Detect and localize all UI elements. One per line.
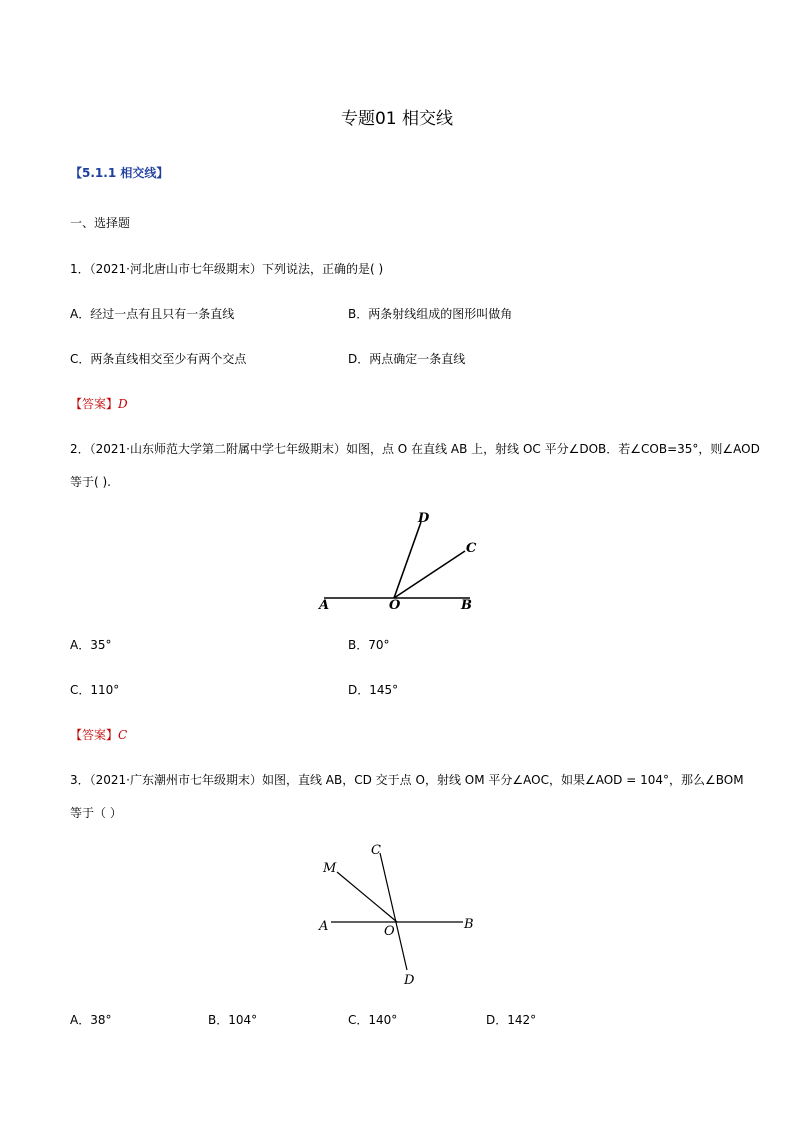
q2-ray-oc xyxy=(394,551,465,598)
q2-option-b: B．70° xyxy=(348,638,390,652)
q3-stem-line1: 3．（2021·广东潮州市七年级期末）如图，直线 AB，CD 交于点 O，射线 OM 平分∠AOC，如果∠AOD = 104°，那么∠BOM xyxy=(70,773,744,787)
q1-stem: 1．（2021·河北唐山市七年级期末）下列说法，正确的是( ) xyxy=(70,262,384,276)
q1-answer xyxy=(70,395,128,412)
q2-stem-line1: 2．（2021·山东师范大学第二附属中学七年级期末）如图，点 O 在直线 AB 上，射线 OC 平分∠DOB．若∠COB=35°，则∠AOD xyxy=(70,442,760,456)
q1-answer-label: 【答案】 xyxy=(70,397,119,411)
q2-ray-od xyxy=(394,522,421,598)
q2-option-a: A．35° xyxy=(70,638,112,652)
q1-option-c: C．两条直线相交至少有两个交点 xyxy=(70,352,247,366)
q1-answer-value: D xyxy=(118,397,128,411)
page-title: 专题01 相交线 xyxy=(340,109,454,129)
q1-option-b: B．两条射线组成的图形叫做角 xyxy=(348,307,513,321)
q3-option-d: D．142° xyxy=(486,1013,537,1027)
q1-option-a: A．经过一点有且只有一条直线 xyxy=(70,307,235,321)
q3-label-d: D xyxy=(404,973,415,988)
q3-stem-line2: 等于（ ） xyxy=(70,806,122,820)
q2-figure xyxy=(310,505,490,615)
q2-answer-value: C xyxy=(118,728,128,742)
q2-option-c: C．110° xyxy=(70,683,120,697)
q3-label-o: O xyxy=(384,924,395,939)
q3-label-m: M xyxy=(323,861,337,876)
q3-ray-om xyxy=(337,872,397,922)
section-heading: 【5.1.1 相交线】 xyxy=(70,166,169,180)
q2-stem-line2: 等于( ). xyxy=(70,475,111,489)
q2-label-a: A xyxy=(319,598,330,613)
q2-answer xyxy=(70,726,127,743)
q3-figure xyxy=(310,838,490,993)
q3-option-a: A．38° xyxy=(70,1013,112,1027)
q3-option-c: C．140° xyxy=(348,1013,398,1027)
q2-label-d: D xyxy=(418,511,430,526)
q1-option-d: D．两点确定一条直线 xyxy=(348,352,466,366)
q3-label-c: C xyxy=(371,843,381,858)
q3-option-b: B．104° xyxy=(208,1013,258,1027)
q3-label-b: B xyxy=(464,917,474,932)
q2-label-o: O xyxy=(389,598,401,613)
q2-label-b: B xyxy=(461,598,472,613)
q2-option-d: D．145° xyxy=(348,683,399,697)
part-heading: 一、选择题 xyxy=(70,216,131,230)
q3-label-a: A xyxy=(319,919,329,934)
q2-answer-label: 【答案】 xyxy=(70,728,119,742)
q2-label-c: C xyxy=(466,541,477,556)
